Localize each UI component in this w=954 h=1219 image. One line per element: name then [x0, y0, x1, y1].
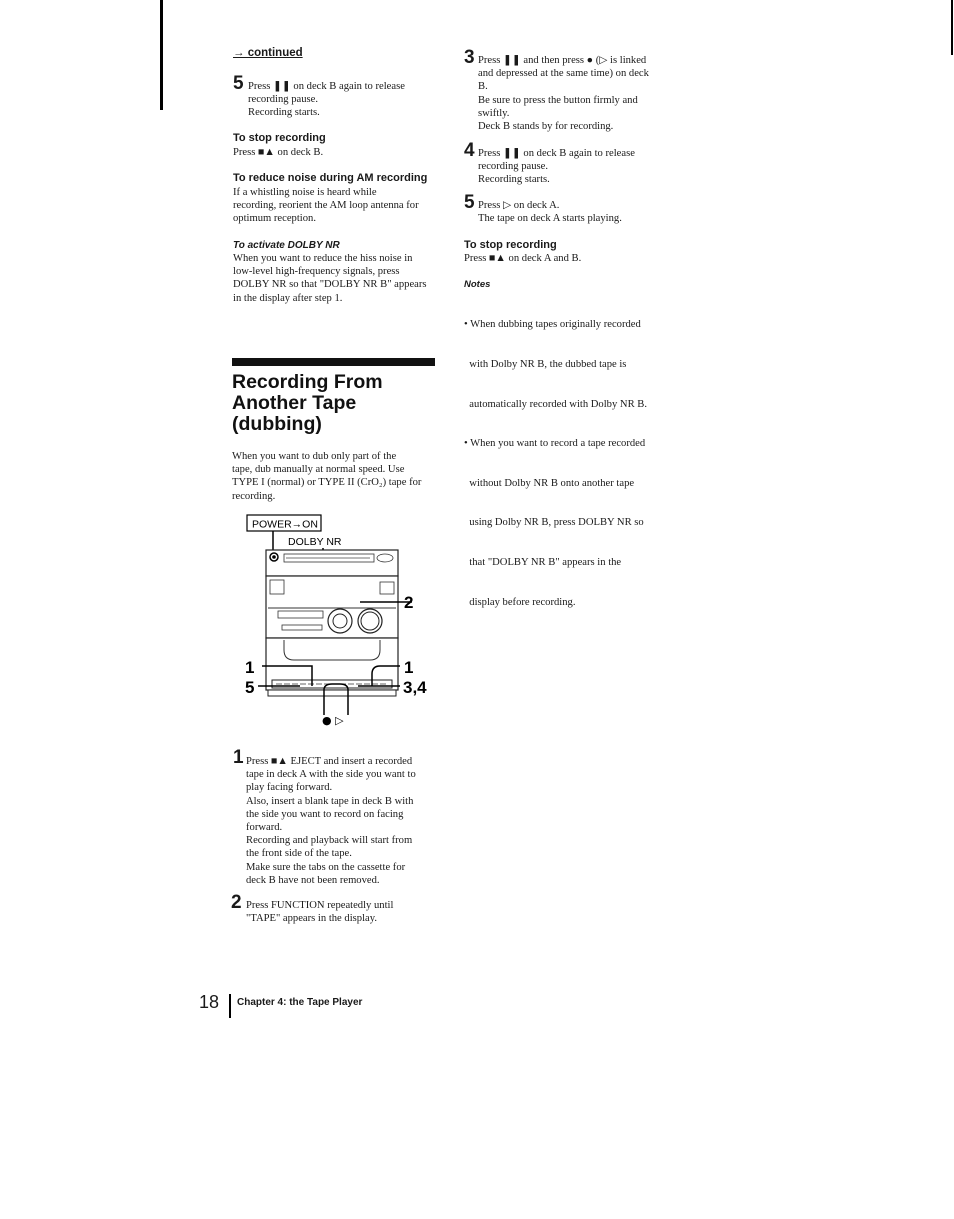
reduce-noise-heading: To reduce noise during AM recording	[233, 172, 428, 184]
stop-recording-heading: To stop recording	[233, 132, 326, 144]
page-edge-line-right	[951, 0, 953, 55]
stereo-diagram	[240, 510, 440, 730]
step-3-text: Press ❚❚ and then press ● (▷ is linked and depressed at the same time) on deck B. Be sure to press the button firmly and swiftly. Deck B stands by for recording.	[478, 55, 649, 133]
record-play-symbols: ● ▷	[322, 714, 344, 727]
dolby-text: When you want to reduce the hiss noise in low-level high-frequency signals, press DOLBY NR so that "DOLBY NR B" appears in the display after step 1.	[233, 253, 427, 304]
stop-recording-text-right: Press ■▲ on deck A and B.	[464, 253, 582, 264]
step-4-number: 4	[464, 140, 475, 161]
page-number: 18	[199, 992, 220, 1012]
section-intro: When you want to dub only part of the tape, dub manually at normal speed. Use TYPE I (normal) or TYPE II (CrO₂) tape for recording.	[232, 451, 422, 502]
step-1-text: Press ■▲ EJECT and insert a recorded tape in deck A with the side you want to play facing forward. Also, insert a blank tape in deck B with the side you want to record on facing forward. Recording and playback will start from the front side of the tape. Make sure the tabs on the cassette for deck B have not been removed.	[246, 756, 416, 886]
step-3-number: 3	[464, 47, 475, 68]
notes-text: • When dubbing tapes originally recorded with Dolby NR B, the dubbed tape is automatically recorded with Dolby NR B. • When you want to record a tape recorded without Dolby NR B onto another tape using Dolby NR B, press DOLBY NR so that "DOLBY NR B" appears in the display before recording.	[464, 319, 647, 608]
step-4-text: Press ❚❚ on deck B again to release recording pause. Recording starts.	[478, 148, 635, 186]
callout-2: 2	[404, 593, 414, 612]
callout-5: 5	[245, 678, 255, 697]
page-edge-line	[160, 0, 163, 110]
callout-1-right: 1	[404, 658, 414, 677]
footer-divider	[229, 994, 231, 1018]
dolby-heading: To activate DOLBY NR	[233, 240, 340, 251]
stop-recording-text: Press ■▲ on deck B.	[233, 147, 324, 158]
dolby-nr-label: DOLBY NR	[288, 536, 342, 548]
callout-1-left: 1	[245, 658, 255, 677]
section-rule	[232, 358, 435, 366]
step-5b-text: Press ▷ on deck A. The tape on deck A starts playing.	[478, 200, 622, 225]
notes-heading: Notes	[464, 279, 491, 290]
power-label: POWER→ON	[252, 518, 318, 531]
step-2-number: 2	[231, 892, 242, 913]
callout-3-4: 3,4	[403, 678, 427, 697]
step-5-text: Press ❚❚ on deck B again to release recording pause. Recording starts.	[248, 81, 405, 119]
step-1-number: 1	[233, 747, 244, 768]
chapter-label: Chapter 4: the Tape Player	[237, 997, 363, 1008]
step-5b-number: 5	[464, 192, 475, 213]
reduce-noise-text: If a whistling noise is heard while recording, reorient the AM loop antenna for optimum reception.	[233, 187, 419, 225]
continued-label: → continued	[233, 47, 303, 59]
section-title: Recording From Another Tape (dubbing)	[232, 371, 383, 435]
step-5-number: 5	[233, 73, 244, 94]
step-2-text: Press FUNCTION repeatedly until "TAPE" appears in the display.	[246, 900, 394, 925]
stop-recording-heading-right: To stop recording	[464, 239, 557, 251]
